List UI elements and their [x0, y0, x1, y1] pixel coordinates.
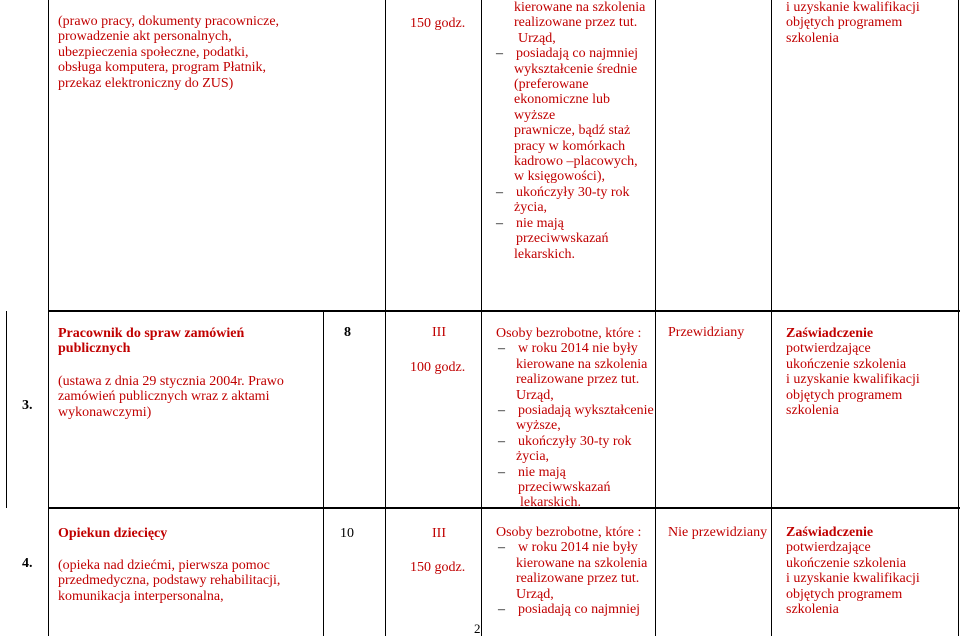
row4-exam: Nie przewidziany: [668, 525, 768, 540]
req-line: realizowane przez tut.: [514, 15, 638, 31]
req-line: Urząd,: [516, 586, 554, 602]
col-line-4: [481, 0, 482, 636]
req-line: kadrowo –placowych,: [514, 154, 638, 170]
req-line: – ukończyły 30-ty rok: [498, 433, 632, 449]
row4-requirements: [496, 525, 654, 617]
req-line: ekonomiczne lub wyższe: [514, 92, 611, 123]
cert-line: i uzyskanie kwalifikacji: [786, 372, 920, 388]
col-line-3: [385, 0, 386, 636]
req-line: – nie mają przeciwwskazań: [498, 464, 611, 496]
row4-desc-line: komunikacja interpersonalna,: [58, 588, 224, 604]
row3-title: [58, 326, 318, 357]
req-line: – w roku 2014 nie były: [498, 540, 638, 556]
cert-line: objętych programem szkolenia: [786, 15, 903, 46]
cert-line: ukończenie szkolenia: [786, 555, 907, 571]
row4-description: [58, 558, 320, 604]
row4-number: 4.: [22, 556, 33, 571]
req-line: – nie mają przeciwwskazań: [496, 215, 609, 247]
req-line: – ukończyły 30-ty rok: [496, 184, 630, 200]
row3-exam: Przewidziany: [668, 325, 745, 340]
req-line: Urząd,: [516, 387, 554, 403]
cert-line: ukończenie szkolenia: [786, 356, 907, 372]
row3-desc-line: (ustawa z dnia 29 stycznia 2004r. Prawo: [58, 374, 284, 389]
col-line-0: [6, 311, 7, 508]
req-line: pracy w komórkach: [514, 138, 626, 154]
row1-requirements: [494, 0, 654, 262]
page-number: 2: [474, 621, 481, 636]
req-line: kierowane na szkolenia: [516, 356, 648, 372]
req-line: kierowane na szkolenia: [514, 0, 646, 15]
row1-desc-line: przekaz elektroniczny do ZUS): [58, 75, 234, 91]
req-line: – w roku 2014 nie były: [498, 341, 638, 357]
row4-title: [58, 526, 318, 541]
row4-hours: 150 godz.: [410, 560, 466, 575]
row4-title-line: Opiekun dziecięcy: [58, 526, 168, 541]
row3-description: [58, 374, 314, 420]
req-line: – posiadają wykształcenie: [498, 403, 654, 419]
row3-level: III: [432, 325, 446, 340]
req-line: Osoby bezrobotne, które :: [496, 326, 642, 341]
row3-certificate: [786, 326, 958, 418]
row3-number: 3.: [22, 398, 33, 413]
row1-desc-line: prowadzenie akt personalnych,: [58, 29, 232, 45]
row1-hours: 150 godz.: [410, 16, 466, 31]
req-line: Urząd,: [518, 30, 556, 46]
req-line: Osoby bezrobotne, które :: [496, 525, 642, 540]
req-line: realizowane przez tut.: [516, 571, 640, 587]
col-line-5: [655, 0, 656, 636]
row1-description: [58, 14, 316, 91]
row3-title-line: Pracownik do spraw zamówień: [58, 326, 245, 341]
row4-desc-line: przedmedyczna, podstawy rehabilitacji,: [58, 573, 281, 589]
req-line: (preferowane: [514, 77, 589, 93]
row1-desc-line: ubezpieczenia społeczne, podatki,: [58, 44, 249, 60]
col-line-1: [48, 0, 49, 636]
cert-line: objętych programem szkolenia: [786, 387, 903, 419]
row3-hours: 100 godz.: [410, 360, 466, 375]
req-line: życia,: [514, 200, 548, 216]
req-line: realizowane przez tut.: [516, 372, 640, 388]
req-line: lekarskich.: [514, 246, 576, 262]
row3-requirements: [496, 326, 654, 511]
req-line: – posiadają co najmniej: [498, 602, 641, 618]
req-line: wyższe,: [516, 418, 561, 434]
row3-count: 8: [344, 325, 351, 340]
row4-desc-line: (opieka nad dziećmi, pierwsza pomoc: [58, 558, 270, 573]
row3-desc-line: wykonawczymi): [58, 404, 152, 420]
col-line-2: [323, 311, 324, 636]
row3-title-line: publicznych: [58, 341, 131, 357]
col-line-6: [771, 0, 772, 636]
req-line: – posiadają co najmniej: [496, 46, 639, 62]
req-line: lekarskich.: [520, 495, 582, 511]
cert-line: i uzyskanie kwalifikacji: [786, 571, 920, 587]
row1-desc-line: obsługa komputera, program Płatnik,: [58, 60, 267, 76]
req-line: życia,: [516, 449, 550, 465]
cert-line: objętych programem szkolenia: [786, 586, 903, 618]
row1-certificate: [786, 0, 958, 46]
row4-level: III: [432, 526, 446, 541]
cert-line: Zaświadczenie potwierdzające: [786, 525, 874, 556]
col-line-7: [958, 0, 959, 636]
cert-line: i uzyskanie kwalifikacji: [786, 0, 920, 15]
req-line: wykształcenie średnie: [514, 61, 638, 77]
req-line: kierowane na szkolenia: [516, 555, 648, 571]
row-divider-1b: [48, 311, 960, 312]
req-line: w księgowości),: [514, 169, 605, 185]
row1-desc-line: (prawo pracy, dokumenty pracownicze,: [58, 14, 280, 29]
row4-certificate: [786, 525, 958, 617]
req-line: prawnicze, bądź staż: [514, 123, 631, 139]
cert-line: Zaświadczenie potwierdzające: [786, 326, 874, 357]
row4-count: 10: [340, 526, 354, 541]
row3-desc-line: zamówień publicznych wraz z aktami: [58, 389, 270, 405]
